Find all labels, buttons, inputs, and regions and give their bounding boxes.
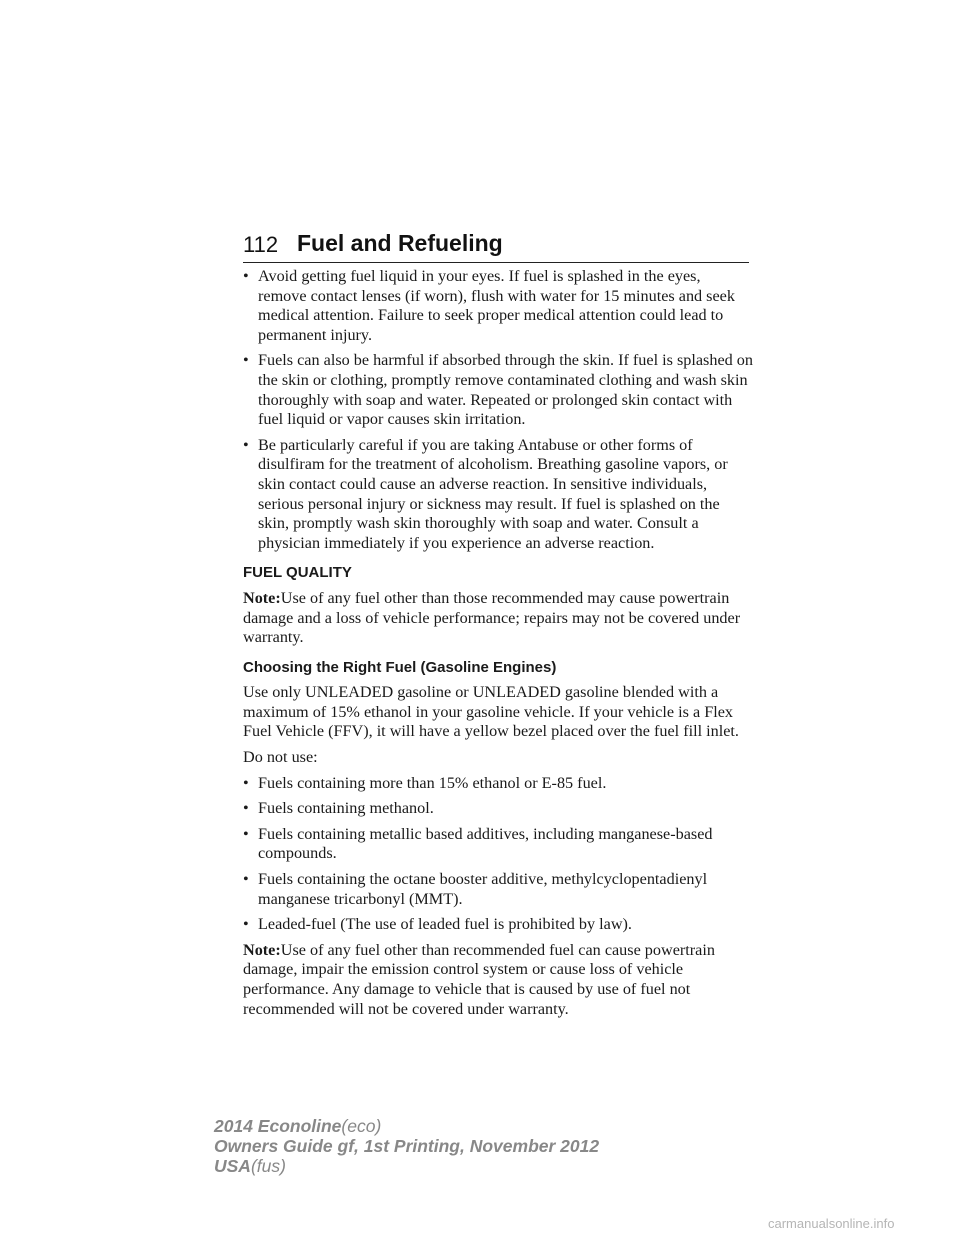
bullet-icon: •	[243, 799, 249, 818]
choosing-fuel-heading: Choosing the Right Fuel (Gasoline Engines)	[243, 658, 557, 676]
do-not-use-label: Do not use:	[243, 748, 318, 767]
footer-line-printing: Owners Guide gf, 1st Printing, November 2012	[214, 1136, 600, 1156]
list-item: • Avoid getting fuel liquid in your eyes. If fuel is splashed in the eyes, remove contact lenses (if worn), flush with water for 15 minutes and seek medical attention. Failure to seek proper medical attention could lead to permanent injury.	[243, 267, 735, 344]
do-not-use-list	[243, 774, 753, 935]
safety-bullet-list	[243, 267, 753, 553]
bullet-icon: •	[243, 267, 249, 285]
fuel-quality-heading: FUEL QUALITY	[243, 564, 352, 582]
fuel-quality-note	[243, 589, 753, 648]
choosing-fuel-paragraph: Use only UNLEADED gasoline or UNLEADED gasoline blended with a maximum of 15% ethanol in your gasoline vehicle. If your vehicle is a Flex Fuel Vehicle (FFV), it will have a yellow bezel placed over the fuel fill inlet.	[243, 683, 739, 741]
note-text: Use of any fuel other than recommended fuel can cause powertrain damage, impair the emission control system or cause loss of vehicle performance. Any damage to vehicle that is caused by use of fuel not recommended will not be covered under warranty.	[243, 940, 715, 1018]
choosing-fuel-note	[243, 941, 753, 1019]
footer-line-market: USA(fus)	[214, 1156, 286, 1176]
bullet-icon: •	[243, 435, 249, 454]
page-header	[243, 228, 749, 263]
list-item: • Fuels containing the octane booster additive, methylcyclopentadienyl manganese tricarbonyl (MMT).	[243, 870, 708, 908]
bullet-icon: •	[243, 915, 249, 934]
list-item: • Fuels containing metallic based additives, including manganese-based compounds.	[243, 824, 713, 863]
bullet-icon: •	[243, 824, 249, 843]
note-text: Use of any fuel other than those recommended may cause powertrain damage and a loss of vehicle performance; repairs may not be covered under warranty.	[243, 588, 741, 647]
footer-line-model: 2014 Econoline(eco)	[214, 1116, 382, 1136]
site-watermark: carmanualsonline.info	[768, 1216, 895, 1231]
note-label: Note:	[243, 940, 281, 959]
list-item: • Leaded-fuel (The use of leaded fuel is prohibited by law).	[243, 915, 632, 934]
list-item: • Fuels can also be harmful if absorbed through the skin. If fuel is splashed on the skin or clothing, promptly remove contaminated clothing and wash skin thoroughly with soap and water. Repeated or prolonged skin contact with fuel liquid or vapor causes skin irritation.	[243, 351, 753, 429]
bullet-icon: •	[243, 870, 249, 889]
list-item: • Fuels containing methanol.	[243, 799, 434, 818]
list-item: • Be particularly careful if you are taking Antabuse or other forms of disulfiram for the treatment of alcoholism. Breathing gasoline vapors, or skin contact could cause an adverse reaction. In sensitive individuals, serious personal injury or sickness may result. If fuel is splashed on the skin, promptly wash skin thoroughly with soap and water. Consult a physician immediately if you experience an adverse reaction.	[243, 435, 728, 552]
document-footer	[214, 1116, 599, 1176]
page-number: 112	[243, 232, 279, 257]
list-item: • Fuels containing more than 15% ethanol or E-85 fuel.	[243, 773, 607, 792]
bullet-icon: •	[243, 351, 249, 370]
bullet-icon: •	[243, 773, 249, 792]
chapter-title: Fuel and Refueling	[297, 230, 503, 256]
page-content	[243, 267, 753, 1025]
note-label: Note:	[243, 588, 281, 607]
